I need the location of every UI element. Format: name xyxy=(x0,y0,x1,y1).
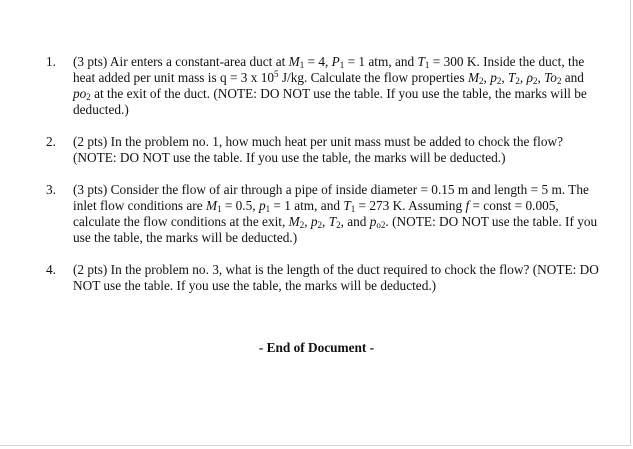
text-run: = 273 K. Assuming xyxy=(355,198,466,213)
problem-text xyxy=(73,54,602,118)
math-symbol: M xyxy=(288,54,300,69)
math-symbol: M xyxy=(288,214,300,229)
text-run: and xyxy=(561,70,584,85)
text-run: (3 pts) Air enters a constant-area duct at xyxy=(73,54,289,69)
subscript: 2 xyxy=(515,76,520,86)
math-symbol: T xyxy=(508,70,516,85)
text-run: = 0.5, xyxy=(221,198,259,213)
subscript: 1 xyxy=(217,204,222,214)
problem-2 xyxy=(46,134,602,166)
math-symbol: M xyxy=(205,198,218,213)
problem-3 xyxy=(46,182,602,246)
problem-text xyxy=(73,134,602,166)
text-run: , and xyxy=(340,214,370,229)
subscript: 2 xyxy=(556,76,562,86)
problem-list xyxy=(46,54,602,310)
math-symbol: f xyxy=(465,198,470,213)
text-run: (3 pts) Consider the flow of air through a pipe of inside diameter = 0.15 m and length = 5 m. The inlet flow conditions are xyxy=(73,182,589,213)
text-run: = 4, xyxy=(304,54,332,69)
subscript: 1 xyxy=(339,60,345,70)
text-run: , xyxy=(519,70,527,85)
text-run: J/kg. Calculate the flow properties xyxy=(278,70,468,85)
math-symbol: p xyxy=(258,198,266,213)
text-run: (2 pts) In the problem no. 1, how much heat per unit mass must be added to chock the flow? (NOTE: DO NOT use the table. If you use the table, the marks will be deducted.) xyxy=(73,134,564,165)
math-symbol: po xyxy=(73,86,87,101)
subscript: 2 xyxy=(532,76,538,86)
subscript: 2 xyxy=(336,220,341,230)
end-of-document: - End of Document - xyxy=(258,340,375,355)
math-symbol: p xyxy=(310,214,318,229)
problem-text xyxy=(73,262,602,294)
text-run: , xyxy=(322,214,329,229)
subscript: 2 xyxy=(86,92,91,102)
text-run: (2 pts) In the problem no. 3, what is the length of the duct required to chock the flow? (NOTE: DO NOT use the table. If you use the table, the marks will be deducted.) xyxy=(73,262,599,293)
subscript: 2 xyxy=(479,76,484,86)
math-symbol: p xyxy=(490,70,497,85)
text-run: at the exit of the duct. (NOTE: DO NOT use the table. If you use the table, the marks will be deducted.) xyxy=(73,86,587,117)
math-symbol: M xyxy=(467,70,480,85)
text-run: = const = 0.005, calculate the flow conditions at the exit, xyxy=(73,198,559,229)
text-run: , xyxy=(537,70,545,85)
text-run: , xyxy=(304,214,311,229)
problem-number: 4. xyxy=(46,262,56,277)
subscript: 1 xyxy=(265,204,271,214)
subscript: 2 xyxy=(317,220,323,230)
problem-4 xyxy=(46,262,602,294)
text-run: = 1 atm, and xyxy=(270,198,344,213)
text-run: = 1 atm, and xyxy=(344,54,418,69)
subscript: 1 xyxy=(299,60,305,70)
math-symbol: P xyxy=(331,54,340,69)
math-symbol: To xyxy=(544,70,557,85)
problem-number: 3. xyxy=(46,182,56,197)
problem-number: 1. xyxy=(46,54,56,69)
subscript: 2 xyxy=(299,220,305,230)
subscript: 2 xyxy=(496,76,502,86)
subscript: 1 xyxy=(350,204,356,214)
subscript: 1 xyxy=(424,60,430,70)
superscript: 5 xyxy=(274,69,279,79)
problem-1 xyxy=(46,54,602,118)
text-run: , xyxy=(483,70,491,85)
text-run: = 300 K. Inside the duct, the heat added per unit mass is q = 3 x 10 xyxy=(73,54,585,85)
problem-text xyxy=(73,182,602,246)
math-symbol: T xyxy=(328,214,337,229)
subscript: o2 xyxy=(376,220,386,230)
text-run: . (NOTE: DO NOT use the table. If you use the table, the marks will be deducted.) xyxy=(73,214,598,245)
math-symbol: T xyxy=(417,54,425,69)
problem-number: 2. xyxy=(46,134,56,149)
text-run: , xyxy=(501,70,508,85)
math-symbol: T xyxy=(343,198,351,213)
math-symbol: p xyxy=(369,214,377,229)
math-symbol: ρ xyxy=(526,70,533,85)
